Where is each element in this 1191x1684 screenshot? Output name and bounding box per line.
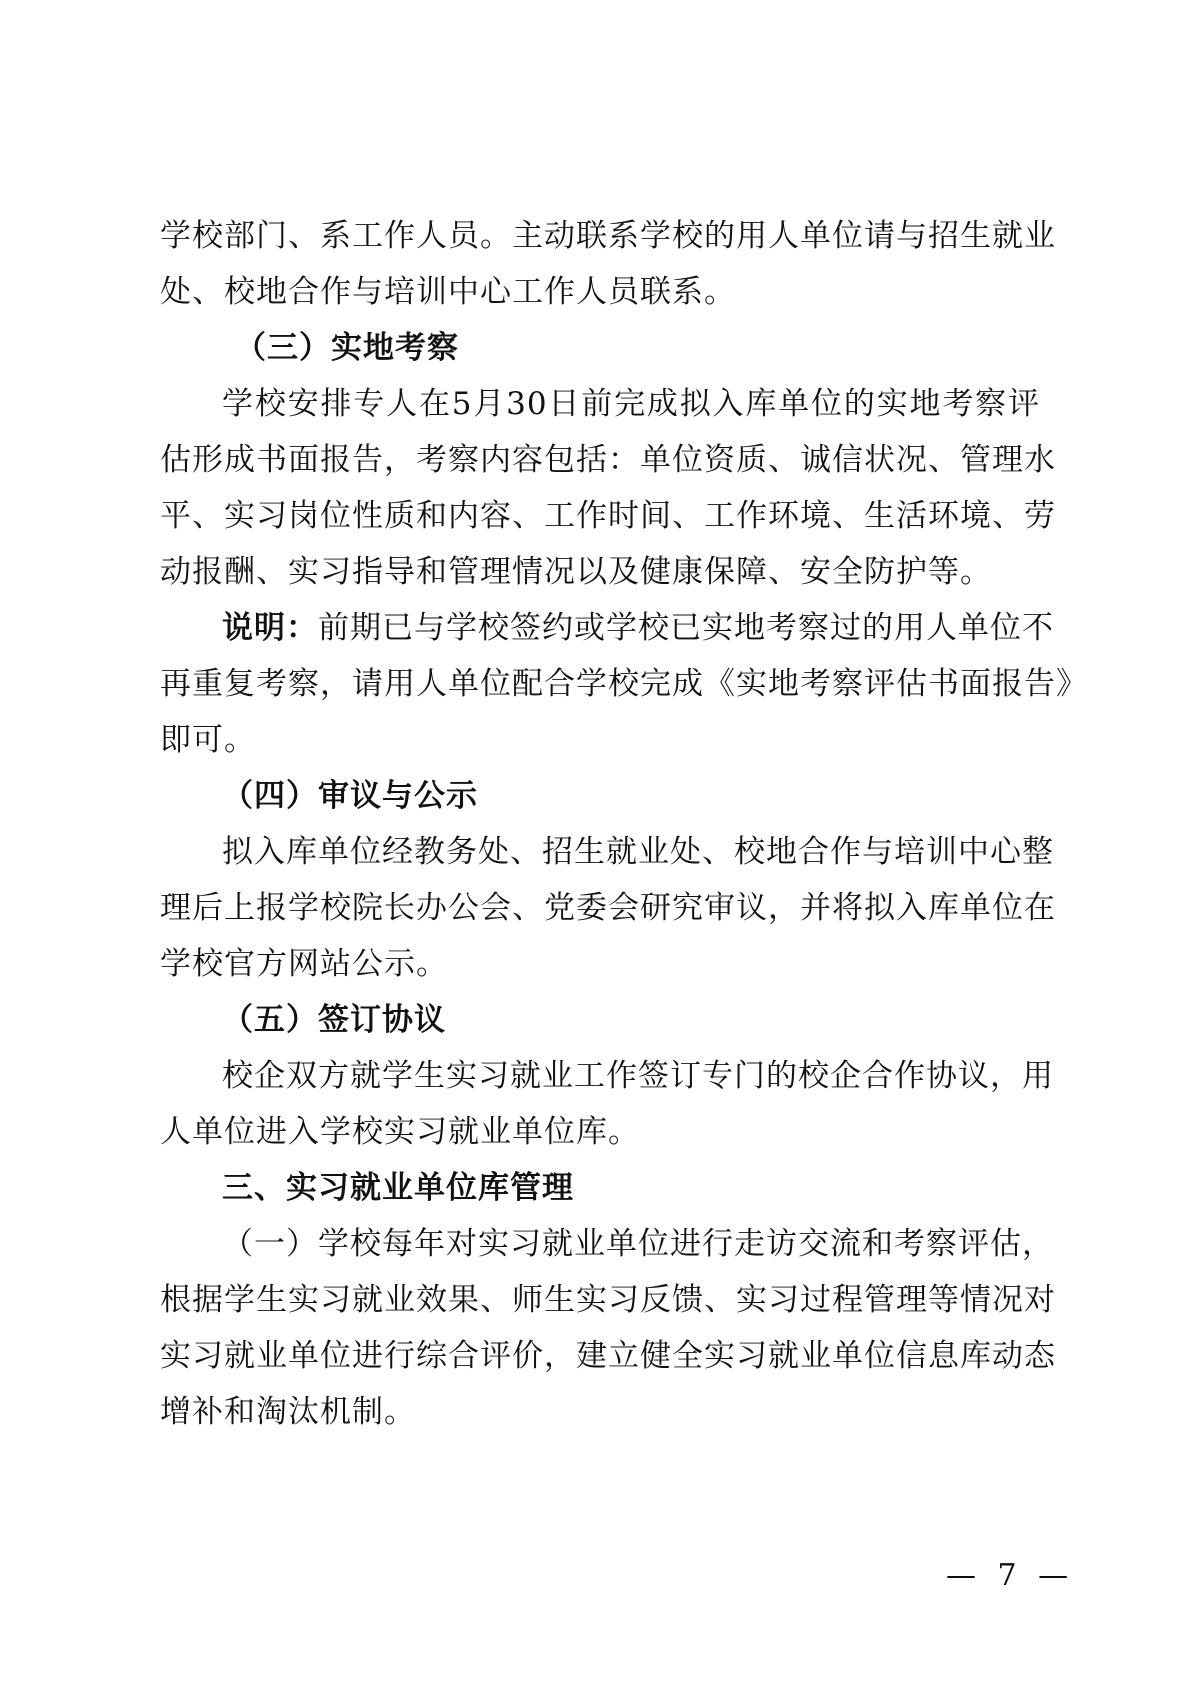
note-line: [160, 600, 1054, 656]
paragraph-line: （一）学校每年对实习就业单位进行走访交流和考察评估，: [222, 1226, 1054, 1262]
paragraph-line: 估形成书面报告，考察内容包括：单位资质、诚信状况、管理水: [160, 442, 1056, 478]
main-section-heading: 三、实习就业单位库管理: [222, 1170, 574, 1206]
section-heading-3: （三）实地考察: [235, 330, 459, 366]
paragraph-line: 增补和淘汰机制。: [160, 1394, 416, 1430]
paragraph-line: 人单位进入学校实习就业单位库。: [160, 1114, 640, 1150]
paragraph-line: 校企双方就学生实习就业工作签订专门的校企合作协议，用: [222, 1058, 1054, 1094]
note-line: 即可。: [160, 722, 256, 758]
paragraph-line: 根据学生实习就业效果、师生实习反馈、实习过程管理等情况对: [160, 1282, 1056, 1318]
paragraph-line: 学校安排专人在5月30日前完成拟入库单位的实地考察评: [222, 386, 1040, 422]
note-line: 再重复考察，请用人单位配合学校完成《实地考察评估书面报告》: [160, 666, 1088, 702]
paragraph-line: 实习就业单位进行综合评价，建立健全实习就业单位信息库动态: [160, 1338, 1056, 1374]
paragraph-line: 平、实习岗位性质和内容、工作时间、工作环境、生活环境、劳: [160, 498, 1056, 534]
note-label: 说明：: [222, 610, 318, 646]
document-body: [160, 208, 1088, 1440]
paragraph-line: 学校官方网站公示。: [160, 946, 448, 982]
paragraph-line: 动报酬、实习指导和管理情况以及健康保障、安全防护等。: [160, 554, 992, 590]
section-heading-4: （四）审议与公示: [222, 778, 478, 814]
paragraph-line: 学校部门、系工作人员。主动联系学校的用人单位请与招生就业: [160, 218, 1056, 254]
note-text: 前期已与学校签约或学校已实地考察过的用人单位不: [318, 610, 1054, 646]
section-heading-5: （五）签订协议: [222, 1002, 446, 1038]
paragraph-line: 拟入库单位经教务处、招生就业处、校地合作与培训中心整: [222, 834, 1054, 870]
paragraph-line: 处、校地合作与培训中心工作人员联系。: [160, 274, 736, 310]
paragraph-line: 理后上报学校院长办公会、党委会研究审议，并将拟入库单位在: [160, 890, 1056, 926]
page-number: — 7 —: [946, 1558, 1075, 1593]
